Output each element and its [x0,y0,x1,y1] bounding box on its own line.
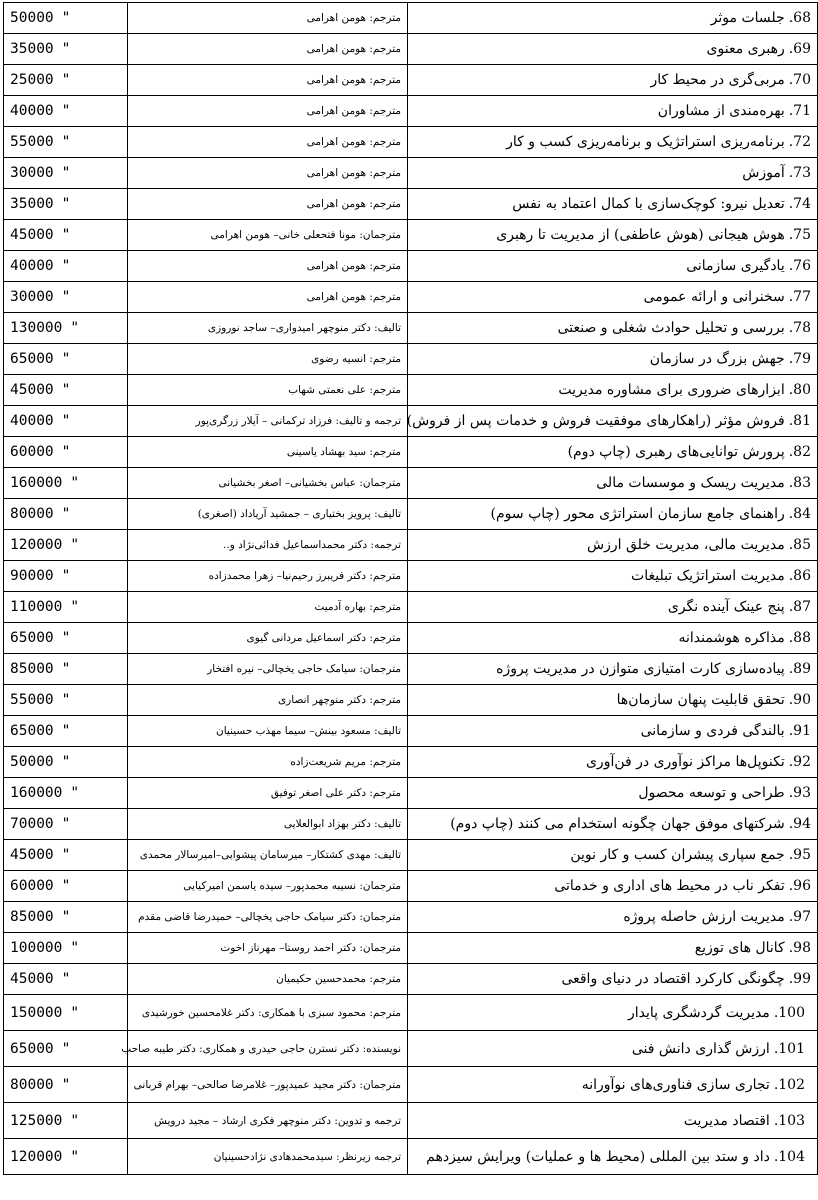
table-row [4,995,818,1031]
book-price-cell [4,902,128,933]
book-price-cell [4,592,128,623]
table-row [4,251,818,282]
table-row [4,499,818,530]
book-credit: مترجم: هومن اهرامی [128,189,408,220]
book-price-cell [4,34,128,65]
book-title: جهش بزرگ در سازمان [649,351,785,367]
row-number: 73. [788,165,811,181]
table-row [4,437,818,468]
book-credit: مترجمان: سیامک حاجی یخچالی– نیره افتخار [128,654,408,685]
book-credit: مترجم: هومن اهرامی [128,127,408,158]
book-title-cell [408,809,818,840]
book-credit: نویسنده: دکتر نسترن حاجی حیدری و همکاری: دکتر طیبه صاحب [128,1031,408,1067]
ditto-mark: " [61,568,71,584]
book-price: 80000 [10,1076,54,1093]
table-row [4,592,818,623]
book-title: مذاکره هوشمندانه [678,630,785,646]
book-title: جمع سپاری پیشران کسب و کار نوین [570,847,785,863]
book-price-cell [4,282,128,313]
book-price: 100000 [10,940,63,956]
ditto-mark: " [70,1004,80,1021]
book-price: 35000 [10,41,54,57]
book-title-cell [408,530,818,561]
row-number: 68. [788,10,811,26]
book-price-cell [4,1139,128,1175]
book-title: کانال های توزیع [694,940,785,956]
row-number: 102. [773,1076,805,1093]
ditto-mark: " [61,847,71,863]
book-credit: مترجمان: نسیبه محمدپور– سیده یاسمن امیرکیایی [128,871,408,902]
ditto-mark: " [61,165,71,181]
book-price: 85000 [10,909,54,925]
book-credit: مترجم: محمود سبزی با همکاری: دکتر غلامحسین خورشیدی [128,995,408,1031]
book-title: راهنمای جامع سازمان استراتژی محور (چاپ سوم) [490,506,785,522]
ditto-mark: " [61,227,71,243]
ditto-mark: " [61,413,71,429]
ditto-mark: " [61,971,71,987]
table-row [4,375,818,406]
book-title-cell [408,654,818,685]
book-title-cell [408,189,818,220]
ditto-mark: " [61,382,71,398]
table-row [4,282,818,313]
table-row [4,1103,818,1139]
row-number: 87. [788,599,811,615]
book-title-cell [408,437,818,468]
book-title-cell [408,747,818,778]
table-row [4,1031,818,1067]
book-price-cell [4,468,128,499]
book-price-cell [4,530,128,561]
table-row [4,158,818,189]
table-row [4,344,818,375]
ditto-mark: " [61,878,71,894]
book-price-cell [4,375,128,406]
ditto-mark: " [70,320,80,336]
ditto-mark: " [61,754,71,770]
book-price-cell [4,871,128,902]
row-number: 71. [788,103,811,119]
table-row [4,468,818,499]
book-credit: ترجمه زیرنظر: سیدمحمدهادی نژادحسینیان [128,1139,408,1175]
book-price: 65000 [10,630,54,646]
book-title-cell [408,499,818,530]
row-number: 78. [788,320,811,336]
table-row [4,189,818,220]
ditto-mark: " [61,661,71,677]
book-price-cell [4,964,128,995]
book-title-cell [408,623,818,654]
book-credit: تالیف: پرویز بختیاری – جمشید آریاداد (اصغری) [128,499,408,530]
table-row [4,654,818,685]
book-price: 90000 [10,568,54,584]
table-row [4,1139,818,1175]
book-credit: مترجمان: دکتر احمد روستا– مهرناز اخوت [128,933,408,964]
book-title-cell [408,592,818,623]
book-price-cell [4,127,128,158]
book-credit: مترجمان: عباس بخشیانی– اصغر بخشیانی [128,468,408,499]
book-price: 160000 [10,475,63,491]
book-title: تجاری سازی فناوری‌های نوآورانه [581,1076,770,1093]
book-price: 130000 [10,320,63,336]
book-credit: تالیف: مسعود بینش– سیما مهذب حسینیان [128,716,408,747]
book-title: سخنرانی و ارائه عمومی [643,289,785,305]
book-credit: مترجم: سید بهشاد یاسینی [128,437,408,468]
book-price: 65000 [10,1040,54,1057]
book-price-cell [4,840,128,871]
book-price-cell [4,1103,128,1139]
ditto-mark: " [61,692,71,708]
table-row [4,871,818,902]
table-row [4,747,818,778]
book-title-cell [408,1067,818,1103]
book-price-cell [4,1067,128,1103]
ditto-mark: " [61,909,71,925]
book-price-cell [4,96,128,127]
book-credit: مترجم: هومن اهرامی [128,282,408,313]
book-title: فروش مؤثر (راهکارهای موفقیت فروش و خدمات پس از فروش) [406,413,785,429]
book-price: 60000 [10,878,54,894]
book-credit: مترجم: هومن اهرامی [128,3,408,34]
book-title-cell [408,1139,818,1175]
book-price-cell [4,623,128,654]
book-title-cell [408,406,818,437]
book-title: طراحی و توسعه محصول [638,785,785,801]
book-price: 30000 [10,165,54,181]
row-number: 91. [788,723,811,739]
table-row [4,716,818,747]
row-number: 99. [788,971,811,987]
ditto-mark: " [70,1112,80,1129]
book-credit: مترجمان: دکتر مجید عمیدپور– غلامرضا صالحی– بهرام قربانی [128,1067,408,1103]
book-price-cell [4,747,128,778]
book-title: ابزارهای ضروری برای مشاوره مدیریت [558,382,785,398]
book-title: بهره‌مندی از مشاوران [657,103,785,119]
book-title: برنامه‌ریزی استراتژیک و برنامه‌ریزی کسب و کار [506,134,785,150]
row-number: 70. [788,72,811,88]
ditto-mark: " [70,599,80,615]
ditto-mark: " [61,10,71,26]
book-price: 65000 [10,723,54,739]
book-credit: تالیف: مهدی کشتکار– میرسامان پیشوایی–امیرسالار محمدی [128,840,408,871]
ditto-mark: " [61,289,71,305]
book-title-cell [408,933,818,964]
book-title: رهبری معنوی [706,41,785,57]
row-number: 89. [788,661,811,677]
row-number: 95. [788,847,811,863]
book-price: 70000 [10,816,54,832]
book-title: شرکتهای موفق جهان چگونه استخدام می کنند (چاپ دوم) [450,816,785,832]
book-price: 40000 [10,103,54,119]
row-number: 100. [773,1004,805,1021]
row-number: 86. [788,568,811,584]
book-title: مدیریت مالی، مدیریت خلق ارزش [587,537,785,553]
book-price-cell [4,313,128,344]
book-credit: مترجمان: مونا فتحعلی خانی– هومن اهرامی [128,220,408,251]
book-title-cell [408,375,818,406]
book-title-cell [408,964,818,995]
table-row [4,127,818,158]
row-number: 101. [773,1040,805,1057]
book-price: 110000 [10,599,63,615]
table-row [4,964,818,995]
book-price: 125000 [10,1112,63,1129]
book-price-cell [4,437,128,468]
book-price: 55000 [10,692,54,708]
book-title-cell [408,158,818,189]
book-title-cell [408,995,818,1031]
book-price: 65000 [10,351,54,367]
row-number: 84. [788,506,811,522]
row-number: 74. [788,196,811,212]
book-title: مدیریت گردشگری پایدار [627,1004,770,1021]
table-row [4,1067,818,1103]
book-credit: ترجمه: دکتر محمداسماعیل فدائی‌نژاد و.. [128,530,408,561]
book-price: 120000 [10,537,63,553]
book-title: مدیریت ریسک و موسسات مالی [596,475,785,491]
row-number: 90. [788,692,811,708]
book-price: 80000 [10,506,54,522]
book-price-cell [4,1031,128,1067]
table-row [4,530,818,561]
book-price-cell [4,809,128,840]
book-credit: مترجم: محمدحسین حکیمیان [128,964,408,995]
book-price: 160000 [10,785,63,801]
table-row [4,561,818,592]
book-price-cell [4,65,128,96]
book-credit: مترجم: دکتر اسماعیل مردانی گیوی [128,623,408,654]
ditto-mark: " [61,258,71,274]
book-title-cell [408,96,818,127]
book-title: تفکر ناب در محیط های اداری و خدماتی [554,878,785,894]
book-title: تکنوپل‌ها مراکز نوآوری در فن‌آوری [585,754,785,770]
row-number: 69. [788,41,811,57]
book-price: 25000 [10,72,54,88]
book-title: پنج عینک آینده نگری [667,599,785,615]
book-price-cell [4,778,128,809]
book-title: پرورش توانایی‌های رهبری (چاپ دوم) [567,444,785,460]
row-number: 96. [788,878,811,894]
book-title-cell [408,1031,818,1067]
book-title: ارزش گذاری دانش فنی [631,1040,770,1057]
book-price-cell [4,220,128,251]
book-price-cell [4,251,128,282]
table-row [4,34,818,65]
book-price-cell [4,685,128,716]
row-number: 83. [788,475,811,491]
ditto-mark: " [61,630,71,646]
row-number: 81. [788,413,811,429]
ditto-mark: " [61,1040,71,1057]
book-title: اقتصاد مدیریت [683,1112,770,1129]
ditto-mark: " [70,537,80,553]
book-price: 50000 [10,10,54,26]
book-price-cell [4,654,128,685]
book-price-cell [4,716,128,747]
ditto-mark: " [70,1148,80,1165]
book-price-cell [4,3,128,34]
table-row [4,685,818,716]
book-price: 85000 [10,661,54,677]
row-number: 93. [788,785,811,801]
book-title-cell [408,871,818,902]
book-title-cell [408,34,818,65]
book-title-cell [408,716,818,747]
book-credit: مترجم: هومن اهرامی [128,251,408,282]
book-price-cell [4,499,128,530]
book-title-cell [408,778,818,809]
ditto-mark: " [70,940,80,956]
row-number: 77. [788,289,811,305]
book-price: 120000 [10,1148,63,1165]
book-price-cell [4,344,128,375]
book-credit: مترجم: بهاره آدمیت [128,592,408,623]
ditto-mark: " [61,41,71,57]
row-number: 103. [773,1112,805,1129]
book-title: بررسی و تحلیل حوادث شغلی و صنعتی [557,320,785,336]
book-price: 35000 [10,196,54,212]
book-price: 45000 [10,847,54,863]
row-number: 76. [788,258,811,274]
ditto-mark: " [61,816,71,832]
book-price-cell [4,189,128,220]
book-title: داد و ستد بین المللی (محیط ها و عملیات) ویرایش سیزدهم [426,1148,770,1165]
book-price-cell [4,406,128,437]
table-row [4,313,818,344]
ditto-mark: " [70,475,80,491]
book-price-cell [4,933,128,964]
book-title: آموزش [742,165,785,181]
book-title-cell [408,685,818,716]
book-credit: مترجم: هومن اهرامی [128,158,408,189]
book-price: 30000 [10,289,54,305]
book-title-cell [408,1103,818,1139]
book-price: 40000 [10,258,54,274]
book-price: 60000 [10,444,54,460]
ditto-mark: " [61,351,71,367]
ditto-mark: " [61,1076,71,1093]
ditto-mark: " [61,103,71,119]
book-title-cell [408,3,818,34]
book-title: چگونگی کارکرد اقتصاد در دنیای واقعی [561,971,785,987]
book-title: مدیریت ارزش حاصله پروژه [623,909,785,925]
book-credit: تالیف: دکتر منوچهر امیدواری– ساجد نوروزی [128,313,408,344]
book-title: تحقق قابلیت پنهان سازمان‌ها [616,692,785,708]
book-credit: مترجم: هومن اهرامی [128,65,408,96]
ditto-mark: " [61,723,71,739]
ditto-mark: " [61,506,71,522]
book-credit: تالیف: دکتر بهزاد ابوالعلایی [128,809,408,840]
book-credit: مترجم: مریم شریعت‌زاده [128,747,408,778]
book-credit: ترجمه و تالیف: فرزاد ترکمانی – آیلار زرگری‌پور [128,406,408,437]
table-row [4,220,818,251]
book-title: یادگیری سازمانی [686,258,785,274]
table-body [4,3,818,1175]
row-number: 80. [788,382,811,398]
book-credit: مترجم: هومن اهرامی [128,34,408,65]
table-row [4,933,818,964]
ditto-mark: " [61,72,71,88]
book-price: 150000 [10,1004,63,1021]
book-title-cell [408,282,818,313]
table-row [4,623,818,654]
row-number: 98. [788,940,811,956]
book-price: 40000 [10,413,54,429]
book-price: 45000 [10,227,54,243]
book-price-cell [4,158,128,189]
table-row [4,778,818,809]
book-title-cell [408,127,818,158]
book-title: مربی‌گری در محیط کار [650,72,785,88]
row-number: 94. [788,816,811,832]
row-number: 104. [773,1148,805,1165]
book-credit: ترجمه و تدوین: دکتر منوچهر فکری ارشاد – مجید درویش [128,1103,408,1139]
book-title-cell [408,840,818,871]
book-price: 45000 [10,382,54,398]
ditto-mark: " [61,134,71,150]
book-title: پیاده‌سازی کارت امتیازی متوازن در مدیریت پروژه [496,661,785,677]
book-price: 45000 [10,971,54,987]
ditto-mark: " [61,444,71,460]
book-title: مدیریت استراتژیک تبلیغات [631,568,785,584]
book-price-cell [4,561,128,592]
book-credit: مترجم: دکتر منوچهر انصاری [128,685,408,716]
book-title-cell [408,902,818,933]
book-credit: مترجم: دکتر فریبرز رحیم‌نیا– زهرا محمدزاده [128,561,408,592]
table-row [4,406,818,437]
row-number: 82. [788,444,811,460]
book-title-cell [408,65,818,96]
table-row [4,809,818,840]
book-price-table [3,2,818,1175]
book-title: هوش هیجانی (هوش عاطفی) از مدیریت تا رهبری [496,227,785,243]
table-row [4,65,818,96]
row-number: 75. [788,227,811,243]
row-number: 85. [788,537,811,553]
book-credit: مترجم: علی نعمتی شهاب [128,375,408,406]
row-number: 92. [788,754,811,770]
book-credit: مترجم: انسیه رضوی [128,344,408,375]
book-price: 55000 [10,134,54,150]
row-number: 97. [788,909,811,925]
book-credit: مترجم: دکتر علی اصغر توفیق [128,778,408,809]
book-price-cell [4,995,128,1031]
ditto-mark: " [70,785,80,801]
book-title: جلسات موثر [710,10,785,26]
book-price: 50000 [10,754,54,770]
table-row [4,3,818,34]
book-credit: مترجم: هومن اهرامی [128,96,408,127]
book-title-cell [408,468,818,499]
row-number: 72. [788,134,811,150]
table-row [4,840,818,871]
book-title-cell [408,220,818,251]
table-row [4,96,818,127]
book-title-cell [408,344,818,375]
ditto-mark: " [61,196,71,212]
row-number: 79. [788,351,811,367]
book-credit: مترجمان: دکتر سیامک حاجی یخچالی– حمیدرضا قاضی مقدم [128,902,408,933]
book-title: بالندگی فردی و سازمانی [640,723,785,739]
row-number: 88. [788,630,811,646]
book-title-cell [408,561,818,592]
table-row [4,902,818,933]
book-title: تعدیل نیرو: کوچک‌سازی با کمال اعتماد به نفس [512,196,785,212]
book-title-cell [408,313,818,344]
book-title-cell [408,251,818,282]
